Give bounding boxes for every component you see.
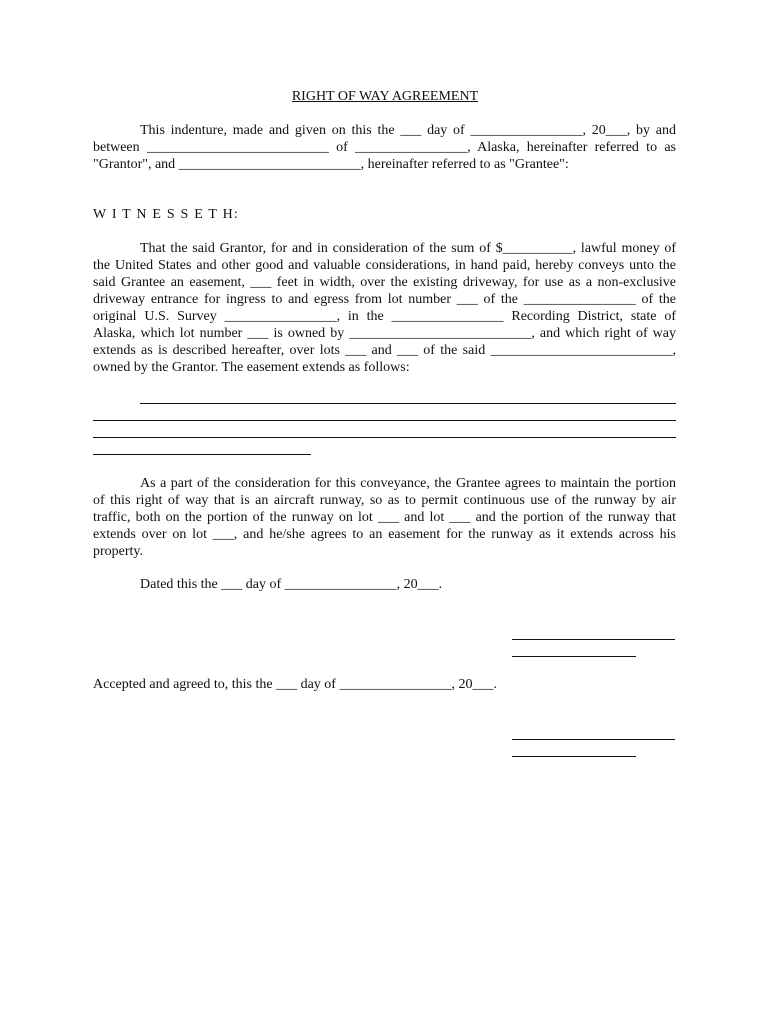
easement-blank-line-2[interactable] bbox=[93, 420, 676, 421]
intro-paragraph: This indenture, made and given on this the ___ day of ________________, 20___, by and between __________________________ of ________________, Alaska, hereinafter referred to as "Grantor", and __________________________, hereinafter referred to as "Grantee": bbox=[93, 123, 676, 172]
grantee-signature-line[interactable] bbox=[512, 739, 675, 740]
dated-line: Dated this the ___ day of ________________, 20___. bbox=[140, 577, 443, 592]
witnesseth-heading: W I T N E S S E T H: bbox=[93, 207, 240, 222]
grantee-name-line[interactable] bbox=[512, 756, 636, 757]
document-title: RIGHT OF WAY AGREEMENT bbox=[291, 89, 479, 104]
runway-paragraph: As a part of the consideration for this conveyance, the Grantee agrees to maintain the portion of this right of way that is an aircraft runway, so as to permit continuous use of the runway by air traffic, both on the portion of the runway on lot ___ and lot ___ and the portion of the runway that extends over on lot ___, and he/she agrees to an easement for the runway as it extends across his property. bbox=[93, 476, 676, 559]
consideration-paragraph: That the said Grantor, for and in consideration of the sum of $__________, lawful money of the United States and other good and valuable considerations, in hand paid, hereby conveys unto the said Grantee an easement, ___ feet in width, over the existing driveway, for use as a non-exclusive driveway entrance for ingress to and egress from lot number ___ of the ________________ of the original U.S. Survey ________________, in the ________________ Recording District, state of Alaska, which lot number ___ is owned by __________________________, and which right of way extends as is described hereafter, over lots ___ and ___ of the said __________________________, owned by the Grantor. The easement extends as follows: bbox=[93, 241, 676, 375]
grantor-name-line[interactable] bbox=[512, 656, 636, 657]
easement-blank-line-4[interactable] bbox=[93, 454, 311, 455]
grantor-signature-line[interactable] bbox=[512, 639, 675, 640]
easement-blank-line-3[interactable] bbox=[93, 437, 676, 438]
accepted-line: Accepted and agreed to, this the ___ day of ________________, 20___. bbox=[93, 677, 497, 692]
easement-blank-line-1[interactable] bbox=[140, 403, 676, 404]
